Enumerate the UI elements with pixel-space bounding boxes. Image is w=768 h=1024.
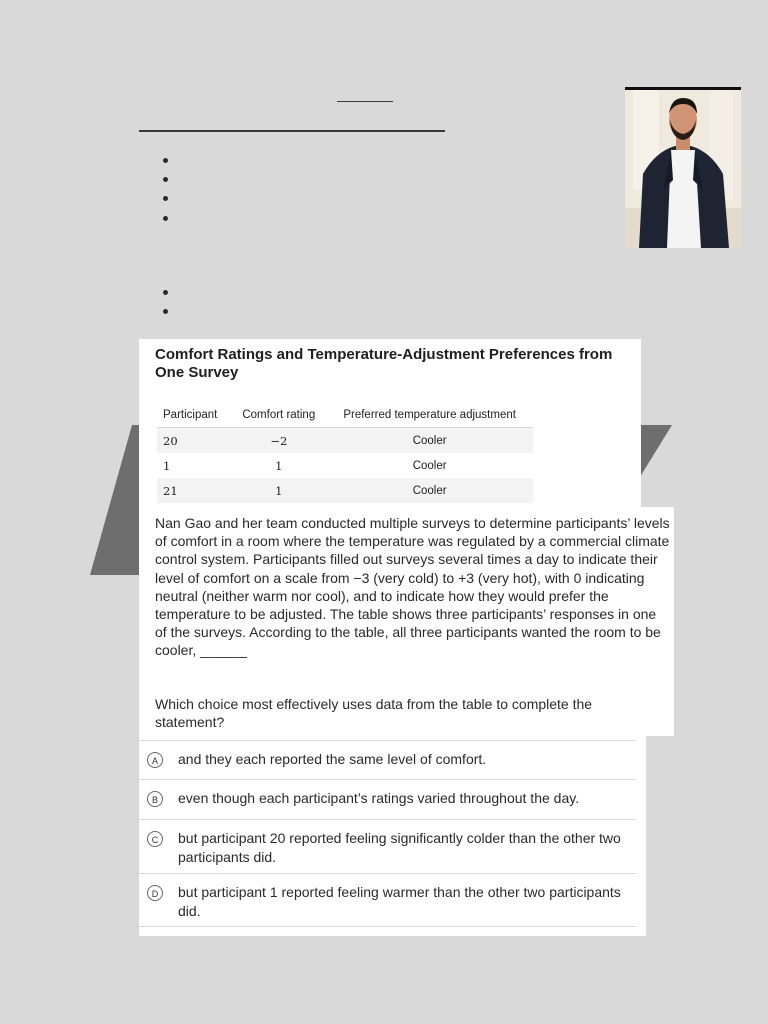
choice-letter-icon: D (147, 885, 163, 901)
answer-choice-a[interactable] (139, 740, 636, 779)
blank-line-short (337, 101, 393, 102)
choice-divider (139, 926, 636, 927)
column-header: Participant (157, 402, 231, 428)
comfort-rating-cell: 1 (231, 478, 326, 503)
table-row (157, 428, 533, 454)
choice-text: and they each reported the same level of comfort. (178, 751, 487, 767)
comfort-table (157, 402, 533, 503)
profile-photo (625, 87, 741, 248)
bullet-marker (163, 158, 168, 163)
question-passage: Nan Gao and her team conducted multiple surveys to determine participants’ levels of comfort in a room where the temperature was regulated by a commercial climate control system. Participants filled out surveys several times a day to indicate their level of comfort on a scale from −3 (very cold) to +3 (very hot), with 0 indicating neutral (neither warm nor cool), and to indicate how they would prefer the temperature to be adjusted. The table shows three participants’ responses in one of the surveys. According to the table, all three participants wanted the room to be cooler, ______ (155, 515, 670, 659)
column-header: Comfort rating (231, 402, 326, 428)
table-title: Comfort Ratings and Temperature-Adjustment Preferences from One Survey (155, 346, 613, 381)
table-row (157, 478, 533, 503)
column-header: Preferred temperature adjustment (326, 402, 533, 428)
choice-letter-icon: A (147, 752, 163, 768)
answer-choice-d[interactable] (139, 873, 636, 926)
bullet-marker (163, 216, 168, 221)
bullet-marker (163, 290, 168, 295)
answer-choice-c[interactable] (139, 819, 636, 873)
adjustment-cell: Cooler (412, 459, 447, 472)
blank-line-long (139, 130, 445, 132)
adjustment-cell: Cooler (326, 478, 533, 503)
participant-cell: 20 (157, 428, 231, 454)
adjustment-cell: Cooler (326, 428, 533, 454)
table-row (157, 453, 533, 478)
bullet-marker (163, 177, 168, 182)
comfort-rating-cell: 1 (275, 458, 283, 473)
participant-cell: 21 (157, 478, 231, 503)
person-photo-icon (625, 90, 741, 248)
bullet-marker (163, 309, 168, 314)
choice-letter-icon: C (147, 831, 163, 847)
bullet-marker (163, 196, 168, 201)
answer-choice-b[interactable] (139, 779, 636, 819)
choice-text: but participant 1 reported feeling warmer than the other two participants did. (178, 884, 621, 919)
choice-letter-icon: B (147, 791, 163, 807)
comfort-rating-cell: −2 (231, 428, 326, 454)
choice-text: even though each participant’s ratings varied throughout the day. (178, 790, 580, 806)
choice-text: but participant 20 reported feeling significantly colder than the other two participants did. (178, 830, 621, 865)
question-prompt: Which choice most effectively uses data from the table to complete the statement? (155, 696, 593, 731)
participant-cell: 1 (163, 458, 171, 473)
